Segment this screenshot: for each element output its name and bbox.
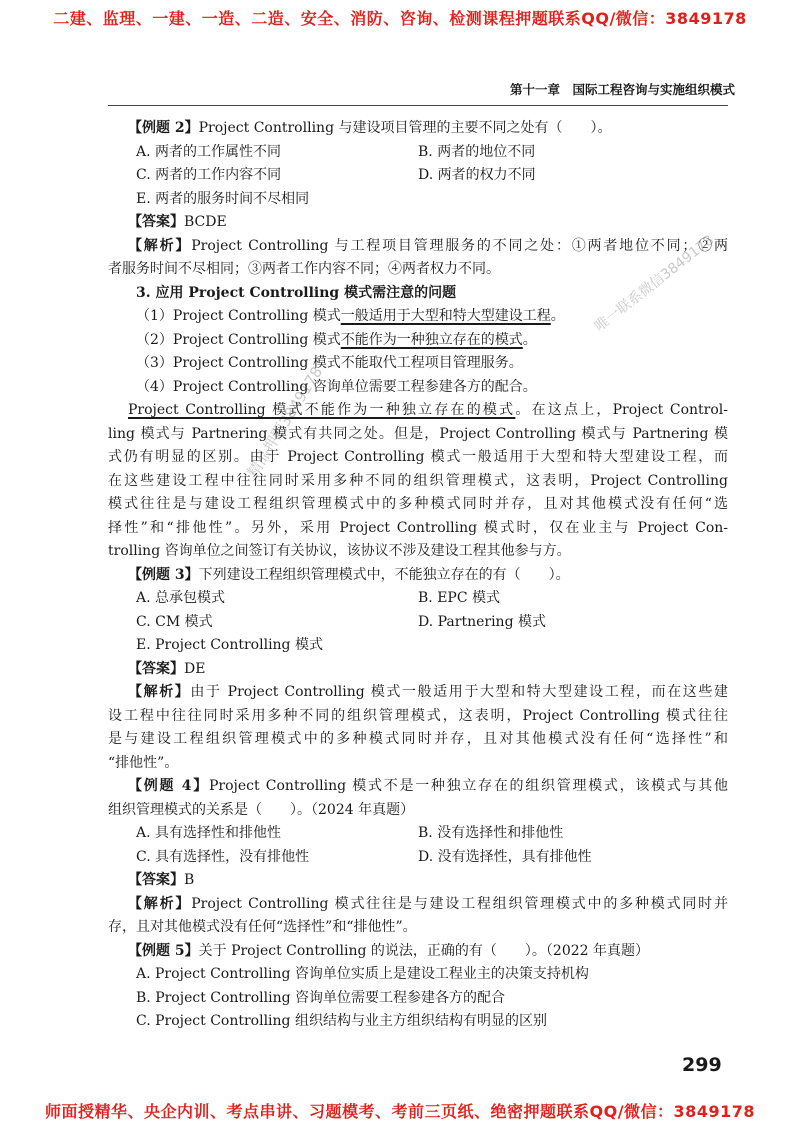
- example-2-option-e: E. 两者的服务时间不尽相同: [136, 190, 310, 207]
- example-3-analysis-cont-3: “排他性”。: [108, 754, 179, 771]
- example-2-analysis-cont: 者服务时间不尽相同；③两者工作内容不同；④两者权力不同。: [108, 261, 500, 277]
- section-3-paragraph-line-4: 在这些建设工程中往往同时采用多种不同的组织管理模式，这表明，Project Controlling: [108, 472, 728, 489]
- section-3-paragraph-line-7: trolling 咨询单位之间签订有关协议，该协议不涉及建设工程其他参与方。: [108, 543, 571, 559]
- section-3-item-2: （2）Project Controlling 模式不能作为一种独立存在的模式。: [136, 331, 537, 348]
- header-divider: [108, 105, 728, 106]
- example-4-stem-cont: 组织管理模式的关系是（ ）。（2024 年真题）: [108, 801, 415, 818]
- example-4-analysis: 【解析】Project Controlling 模式往往是与建设工程组织管理模式中的多种模式同时并: [128, 895, 728, 912]
- example-2-stem: 【例题 2】Project Controlling 与建设项目管理的主要不同之处有（ ）。: [128, 120, 612, 136]
- example-4-answer: 【答案】B: [128, 872, 195, 888]
- section-3-paragraph-line-5: 模式往往是与建设工程组织管理模式中的多种模式同时并存，且对其他模式没有任何“选: [108, 496, 728, 512]
- example-2-options-ab: A. 两者的工作属性不同 B. 两者的地位不同: [136, 143, 536, 160]
- section-3-paragraph-line-3: 式仍有明显的区别。由于 Project Controlling 模式一般适用于大型和特大型建设工程，而: [108, 449, 728, 465]
- section-3-paragraph-line-1: Project Controlling 模式不能作为一种独立存在的模式。在这点上，Project Control-: [128, 402, 728, 418]
- example-3-analysis: 【解析】由于 Project Controlling 模式一般适用于大型和特大型建设工程，而在这些建: [128, 684, 728, 700]
- example-3-option-e: E. Project Controlling 模式: [136, 637, 323, 653]
- top-ad-banner: 二建、监理、一建、一造、二造、安全、消防、咨询、检测课程押题联系QQ/微信：3849178: [53, 9, 747, 28]
- example-3-options-cd: C. CM 模式 D. Partnering 模式: [136, 613, 546, 630]
- example-2-analysis: 【解析】Project Controlling 与工程项目管理服务的不同之处：①两者地位不同；②两: [128, 237, 728, 254]
- page-body: [108, 117, 728, 1034]
- example-5-option-b: B. Project Controlling 咨询单位需要工程参建各方的配合: [136, 989, 506, 1006]
- section-3-item-4: （4）Project Controlling 咨询单位需要工程参建各方的配合。: [136, 378, 537, 395]
- watermark-1: 唯一联系微信3849178: [591, 232, 718, 335]
- example-4-stem: 【例题 4】Project Controlling 模式不是一种独立存在的组织管理模式，该模式与其他: [128, 778, 728, 794]
- bottom-ad-banner: 师面授精华、央企内训、考点串讲、习题模考、考前三页纸、绝密押题联系QQ/微信：3849178: [45, 1102, 755, 1121]
- example-2-answer: 【答案】BCDE: [128, 214, 227, 230]
- example-3-analysis-cont-1: 设工程中往往同时采用多种不同的组织管理模式，这表明，Project Controlling 模式往往: [108, 707, 728, 724]
- section-3-paragraph-line-6: 择性”和“排他性”。另外，采用 Project Controlling 模式时，仅在业主与 Project Con-: [108, 519, 728, 536]
- section-3-item-1: （1）Project Controlling 模式一般适用于大型和特大型建设工程。: [136, 308, 565, 324]
- example-3-answer: 【答案】DE: [128, 660, 206, 677]
- section-3-heading: 3. 应用 Project Controlling 模式需注意的问题: [136, 284, 457, 301]
- example-4-options-ab: A. 具有选择性和排他性 B. 没有选择性和排他性: [136, 825, 564, 841]
- section-3-paragraph-line-2: ling 模式与 Partnering 模式有共同之处。但是，Project Controlling 模式与 Partnering 模: [108, 425, 728, 442]
- example-2-options-cd: C. 两者的工作内容不同 D. 两者的权力不同: [136, 167, 536, 183]
- example-3-stem: 【例题 3】下列建设工程组织管理模式中，不能独立存在的有（ ）。: [128, 566, 570, 583]
- chapter-header: 第十一章 国际工程咨询与实施组织模式: [510, 82, 736, 97]
- section-3-item-3: （3）Project Controlling 模式不能取代工程项目管理服务。: [136, 355, 523, 371]
- example-5-option-c: C. Project Controlling 组织结构与业主方组织结构有明显的区别: [136, 1013, 547, 1029]
- watermark-2: 精品押题3849178: [243, 363, 327, 481]
- page-number: 299: [682, 1054, 722, 1076]
- example-5-option-a: A. Project Controlling 咨询单位实质上是建设工程业主的决策支持机构: [136, 966, 589, 982]
- example-4-options-cd: C. 具有选择性，没有排他性 D. 没有选择性，具有排他性: [136, 848, 592, 865]
- example-3-options-ab: A. 总承包模式 B. EPC 模式: [136, 590, 500, 606]
- example-5-stem: 【例题 5】关于 Project Controlling 的说法，正确的有（ ）。（2022 年真题）: [128, 942, 650, 959]
- example-3-analysis-cont-2: 是与建设工程组织管理模式中的多种模式同时并存，且对其他模式没有任何“选择性”和: [108, 731, 728, 747]
- example-4-analysis-cont: 存，且对其他模式没有任何“选择性”和“排他性”。: [108, 919, 417, 935]
